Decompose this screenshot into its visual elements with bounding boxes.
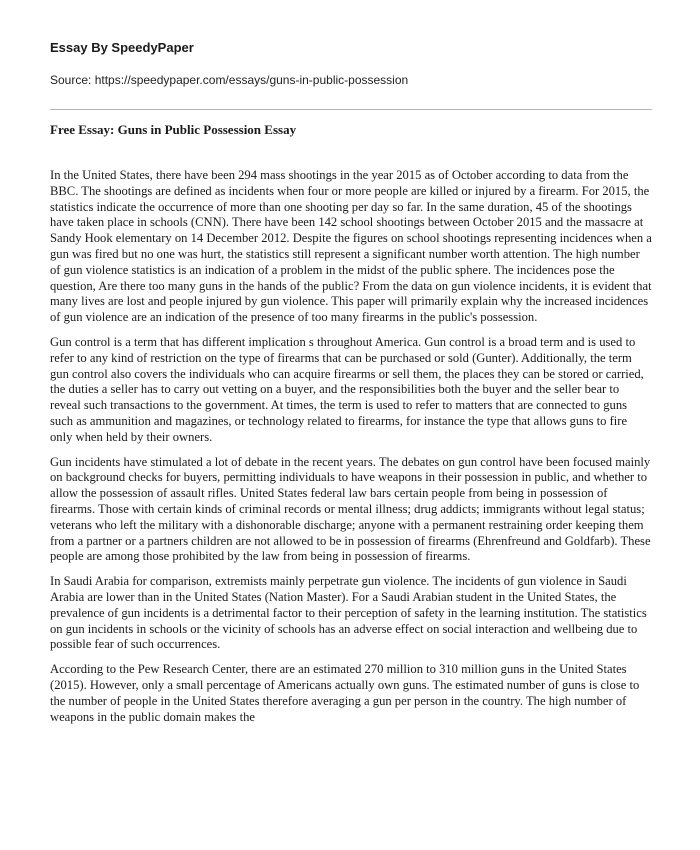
essay-paragraph-1: In the United States, there have been 294 mass shootings in the year 2015 as of October according to data from the BBC. The shootings are defined as incidents when four or more people are killed or injured by a firearm. For 2015, the statistics indicate the occurrence of more than one shooting per day so far. In the same duration, 45 of the shootings have taken place in schools (CNN). There have been 142 school shootings between October 2015 and the massacre at Sandy Hook elementary on 14 December 2012. Despite the figures on school shootings representing incidences when a gun was fired but no one was hurt, the statistics still represent a significant number worth attention. The high number of gun violence statistics is an indication of a problem in the midst of the public sphere. The incidences pose the question, Are there too many guns in the hands of the public? From the data on gun violence incidents, it is evident that many lives are lost and people injured by gun violence. This paper will primarily explain why the increased incidences of gun violence are an indication of the presence of too many firearms in the public's possession. (50, 168, 652, 325)
essay-title: Free Essay: Guns in Public Possession Essay (50, 122, 297, 137)
document-page (50, 40, 652, 734)
source-line: Source: https://speedypaper.com/essays/guns-in-public-possession (50, 73, 409, 87)
essay-paragraph-5: According to the Pew Research Center, there are an estimated 270 million to 310 million guns in the United States (2015). However, only a small percentage of Americans actually own guns. The estimated number of guns is close to the number of people in the United States therefore averaging a gun per person in the country. The high number of weapons in the public domain makes the (50, 662, 640, 724)
essay-paragraph-4: In Saudi Arabia for comparison, extremists mainly perpetrate gun violence. The incidents of gun violence in Saudi Arabia are lower than in the United States (Nation Master). For a Saudi Arabian student in the United States, the prevalence of gun incidents is a detrimental factor to their perception of safety in the learning institution. The statistics on gun incidents in schools or the vicinity of schools has an adverse effect on social interaction and wellbeing due to possible fear of such occurrences. (50, 574, 647, 652)
header-divider (50, 109, 652, 110)
essay-paragraph-2: Gun control is a term that has different implication s throughout America. Gun control is a broad term and is used to refer to any kind of restriction on the type of firearms that can be purchased or sold (Gunter). Additionally, the term gun control also covers the individuals who can acquire firearms or sell them, the places they can be stored or carried, the duties a seller has to carry out vetting on a buyer, and the responsibilities both the buyer and the seller bear to reveal such transactions to the government. At times, the term is used to refer to matters that are connected to guns such as ammunition and magazines, or technology related to firearms, for instance the type that allows guns to fire only when held by their owners. (50, 334, 644, 444)
essay-paragraph-3: Gun incidents have stimulated a lot of debate in the recent years. The debates on gun control have been focused mainly on background checks for buyers, permitting individuals to have weapons in their possession in public, and whether to allow the possession of assault rifles. United States federal law bars certain people from being in possession of firearms. Those with certain kinds of criminal records or mental illness; drug addicts; immigrants without legal status; veterans who left the military with a dishonorable discharge; anyone with a permanent restraining order keeping them from a partner or a partners children are not allowed to be in possession of firearms (Ehrenfreund and Goldfarb). These people are among those prohibited by the law from being in possession of firearms. (50, 454, 651, 564)
site-title: Essay By SpeedyPaper (50, 40, 194, 55)
